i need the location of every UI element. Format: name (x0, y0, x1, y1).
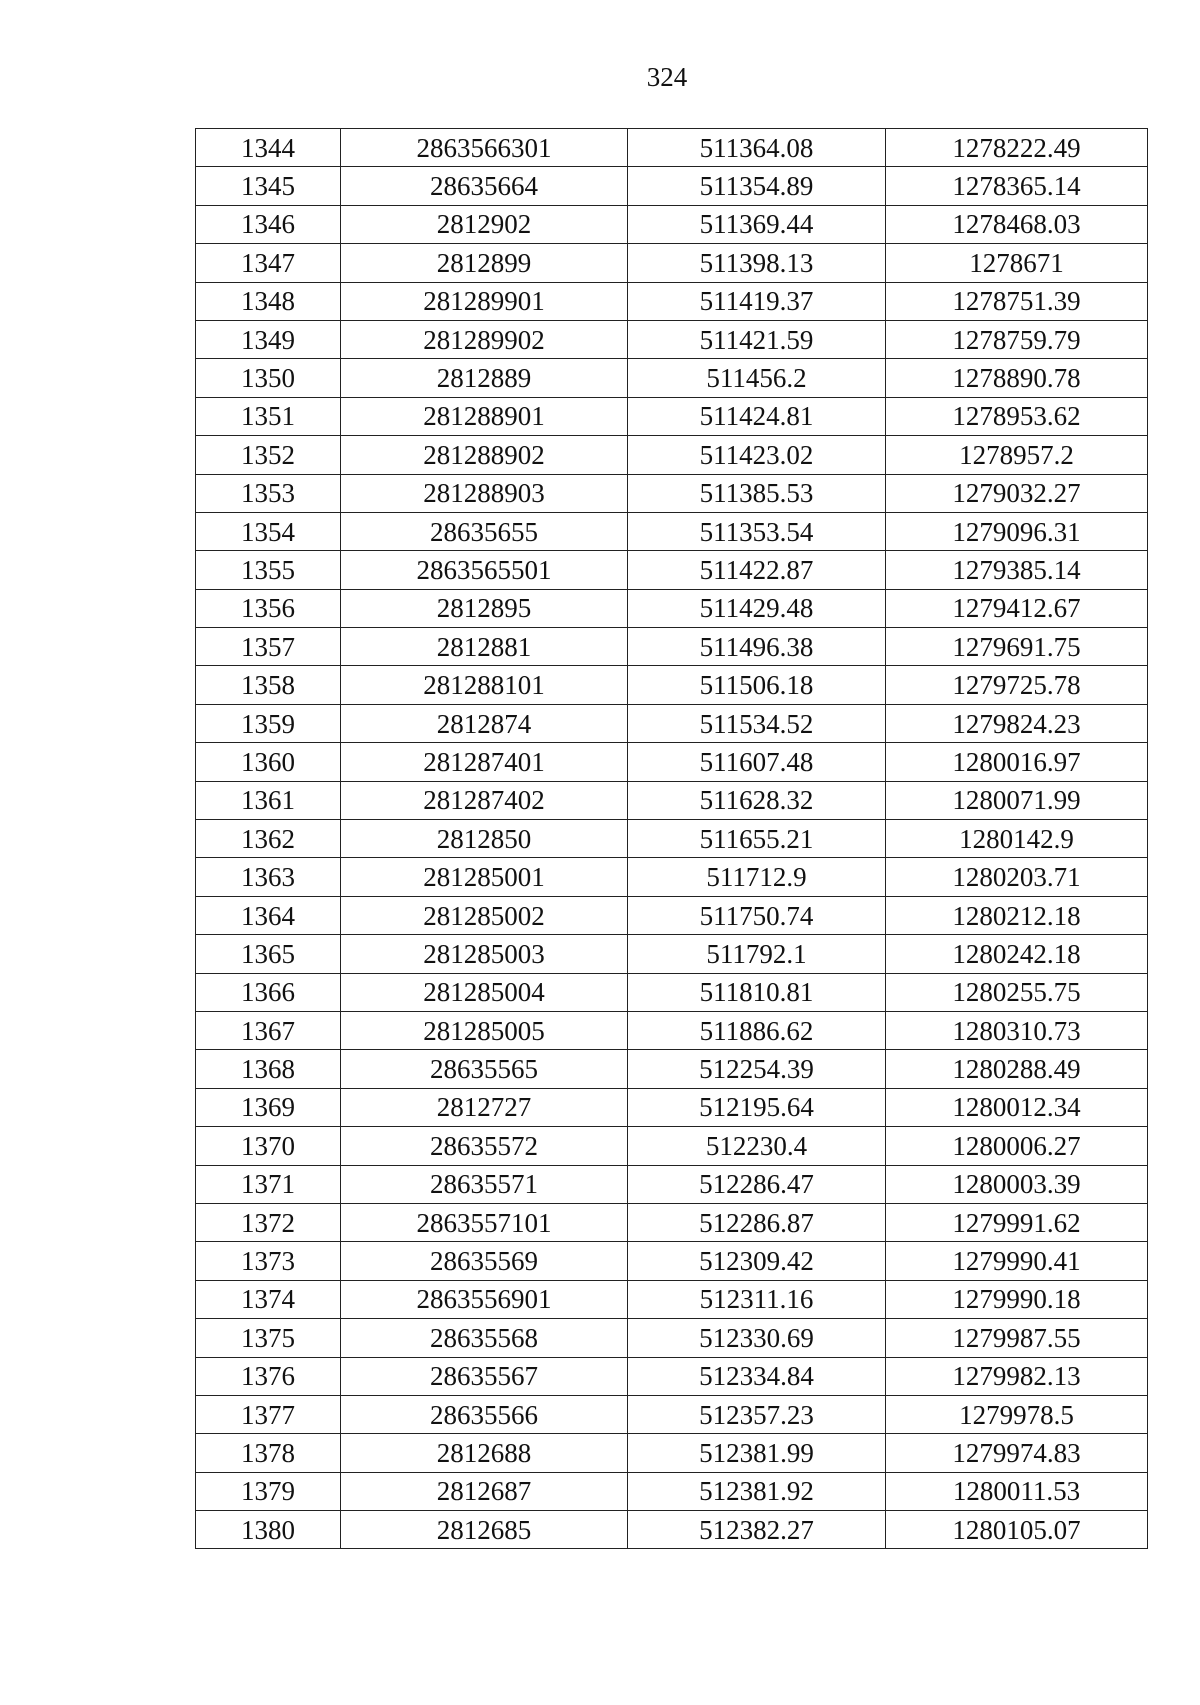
point-number-cell: 1361 (196, 781, 341, 819)
x-coordinate-cell: 511419.37 (628, 282, 886, 320)
point-code-cell: 281287402 (341, 781, 628, 819)
point-number-cell: 1345 (196, 167, 341, 205)
coordinates-table (195, 128, 1148, 1549)
point-number-cell: 1370 (196, 1127, 341, 1165)
x-coordinate-cell: 511422.87 (628, 551, 886, 589)
x-coordinate-cell: 512254.39 (628, 1050, 886, 1088)
y-coordinate-cell: 1279991.62 (886, 1203, 1148, 1241)
y-coordinate-cell: 1278751.39 (886, 282, 1148, 320)
table-row (196, 858, 1148, 896)
point-code-cell: 2812850 (341, 820, 628, 858)
x-coordinate-cell: 511353.54 (628, 512, 886, 550)
y-coordinate-cell: 1278365.14 (886, 167, 1148, 205)
table-row (196, 781, 1148, 819)
table-row (196, 167, 1148, 205)
point-number-cell: 1360 (196, 743, 341, 781)
table-row (196, 1050, 1148, 1088)
x-coordinate-cell: 511364.08 (628, 129, 886, 167)
x-coordinate-cell: 511385.53 (628, 474, 886, 512)
point-code-cell: 2812727 (341, 1088, 628, 1126)
table-row (196, 512, 1148, 550)
table-row (196, 1165, 1148, 1203)
table-row (196, 205, 1148, 243)
point-code-cell: 2863556901 (341, 1280, 628, 1318)
y-coordinate-cell: 1279385.14 (886, 551, 1148, 589)
x-coordinate-cell: 511423.02 (628, 436, 886, 474)
point-number-cell: 1369 (196, 1088, 341, 1126)
point-code-cell: 2863565501 (341, 551, 628, 589)
table-row (196, 973, 1148, 1011)
point-code-cell: 281285002 (341, 896, 628, 934)
table-row (196, 589, 1148, 627)
x-coordinate-cell: 511398.13 (628, 244, 886, 282)
table-row (196, 320, 1148, 358)
y-coordinate-cell: 1280242.18 (886, 935, 1148, 973)
point-code-cell: 2812895 (341, 589, 628, 627)
table-row (196, 1395, 1148, 1433)
point-code-cell: 28635566 (341, 1395, 628, 1433)
table-row (196, 743, 1148, 781)
point-number-cell: 1354 (196, 512, 341, 550)
table-row (196, 1472, 1148, 1510)
point-code-cell: 281285005 (341, 1011, 628, 1049)
point-number-cell: 1376 (196, 1357, 341, 1395)
y-coordinate-cell: 1278957.2 (886, 436, 1148, 474)
point-number-cell: 1349 (196, 320, 341, 358)
y-coordinate-cell: 1280012.34 (886, 1088, 1148, 1126)
point-code-cell: 2812685 (341, 1511, 628, 1549)
point-code-cell: 2863566301 (341, 129, 628, 167)
x-coordinate-cell: 511506.18 (628, 666, 886, 704)
y-coordinate-cell: 1280016.97 (886, 743, 1148, 781)
point-code-cell: 281289901 (341, 282, 628, 320)
y-coordinate-cell: 1279725.78 (886, 666, 1148, 704)
x-coordinate-cell: 512195.64 (628, 1088, 886, 1126)
table-row (196, 244, 1148, 282)
y-coordinate-cell: 1278468.03 (886, 205, 1148, 243)
x-coordinate-cell: 512382.27 (628, 1511, 886, 1549)
y-coordinate-cell: 1279691.75 (886, 628, 1148, 666)
page-number: 324 (646, 62, 688, 92)
x-coordinate-cell: 511429.48 (628, 589, 886, 627)
y-coordinate-cell: 1280142.9 (886, 820, 1148, 858)
point-number-cell: 1355 (196, 551, 341, 589)
y-coordinate-cell: 1280011.53 (886, 1472, 1148, 1510)
point-code-cell: 281288902 (341, 436, 628, 474)
point-number-cell: 1380 (196, 1511, 341, 1549)
y-coordinate-cell: 1280071.99 (886, 781, 1148, 819)
y-coordinate-cell: 1279824.23 (886, 704, 1148, 742)
point-code-cell: 28635565 (341, 1050, 628, 1088)
table-row (196, 1280, 1148, 1318)
point-code-cell: 2812688 (341, 1434, 628, 1472)
x-coordinate-cell: 511424.81 (628, 397, 886, 435)
x-coordinate-cell: 511496.38 (628, 628, 886, 666)
table-row (196, 1127, 1148, 1165)
table-row (196, 704, 1148, 742)
x-coordinate-cell: 512309.42 (628, 1242, 886, 1280)
point-number-cell: 1347 (196, 244, 341, 282)
y-coordinate-cell: 1278759.79 (886, 320, 1148, 358)
y-coordinate-cell: 1280003.39 (886, 1165, 1148, 1203)
y-coordinate-cell: 1279096.31 (886, 512, 1148, 550)
x-coordinate-cell: 511792.1 (628, 935, 886, 973)
table-row (196, 1434, 1148, 1472)
table-row (196, 628, 1148, 666)
x-coordinate-cell: 511607.48 (628, 743, 886, 781)
point-number-cell: 1373 (196, 1242, 341, 1280)
point-number-cell: 1368 (196, 1050, 341, 1088)
table-row (196, 1203, 1148, 1241)
point-code-cell: 28635567 (341, 1357, 628, 1395)
point-number-cell: 1356 (196, 589, 341, 627)
point-number-cell: 1378 (196, 1434, 341, 1472)
table-row (196, 282, 1148, 320)
x-coordinate-cell: 511534.52 (628, 704, 886, 742)
x-coordinate-cell: 512334.84 (628, 1357, 886, 1395)
coordinates-table-body (196, 129, 1148, 1549)
point-code-cell: 281288901 (341, 397, 628, 435)
x-coordinate-cell: 512286.87 (628, 1203, 886, 1241)
point-code-cell: 28635569 (341, 1242, 628, 1280)
y-coordinate-cell: 1279032.27 (886, 474, 1148, 512)
point-number-cell: 1352 (196, 436, 341, 474)
point-code-cell: 281288903 (341, 474, 628, 512)
table-row (196, 1011, 1148, 1049)
table-row (196, 666, 1148, 704)
point-number-cell: 1359 (196, 704, 341, 742)
point-code-cell: 281285003 (341, 935, 628, 973)
table-row (196, 1357, 1148, 1395)
point-code-cell: 2812899 (341, 244, 628, 282)
point-code-cell: 2812687 (341, 1472, 628, 1510)
point-code-cell: 281287401 (341, 743, 628, 781)
y-coordinate-cell: 1278671 (886, 244, 1148, 282)
point-number-cell: 1362 (196, 820, 341, 858)
point-number-cell: 1372 (196, 1203, 341, 1241)
point-code-cell: 2863557101 (341, 1203, 628, 1241)
y-coordinate-cell: 1280105.07 (886, 1511, 1148, 1549)
y-coordinate-cell: 1280212.18 (886, 896, 1148, 934)
table-row (196, 129, 1148, 167)
table-row (196, 1088, 1148, 1126)
table-row (196, 1511, 1148, 1549)
table-row (196, 1242, 1148, 1280)
point-number-cell: 1364 (196, 896, 341, 934)
x-coordinate-cell: 511712.9 (628, 858, 886, 896)
y-coordinate-cell: 1279974.83 (886, 1434, 1148, 1472)
x-coordinate-cell: 511750.74 (628, 896, 886, 934)
point-code-cell: 2812902 (341, 205, 628, 243)
y-coordinate-cell: 1280255.75 (886, 973, 1148, 1011)
point-code-cell: 28635571 (341, 1165, 628, 1203)
table-row (196, 397, 1148, 435)
point-code-cell: 281288101 (341, 666, 628, 704)
table-row (196, 820, 1148, 858)
point-number-cell: 1379 (196, 1472, 341, 1510)
x-coordinate-cell: 512381.92 (628, 1472, 886, 1510)
x-coordinate-cell: 511628.32 (628, 781, 886, 819)
x-coordinate-cell: 512381.99 (628, 1434, 886, 1472)
y-coordinate-cell: 1278953.62 (886, 397, 1148, 435)
point-number-cell: 1348 (196, 282, 341, 320)
y-coordinate-cell: 1280203.71 (886, 858, 1148, 896)
point-number-cell: 1351 (196, 397, 341, 435)
point-code-cell: 2812889 (341, 359, 628, 397)
point-number-cell: 1371 (196, 1165, 341, 1203)
point-number-cell: 1363 (196, 858, 341, 896)
point-number-cell: 1344 (196, 129, 341, 167)
point-number-cell: 1375 (196, 1319, 341, 1357)
y-coordinate-cell: 1278890.78 (886, 359, 1148, 397)
point-number-cell: 1357 (196, 628, 341, 666)
point-number-cell: 1365 (196, 935, 341, 973)
y-coordinate-cell: 1280288.49 (886, 1050, 1148, 1088)
point-number-cell: 1374 (196, 1280, 341, 1318)
y-coordinate-cell: 1279990.41 (886, 1242, 1148, 1280)
point-number-cell: 1350 (196, 359, 341, 397)
table-row (196, 474, 1148, 512)
table-row (196, 896, 1148, 934)
point-code-cell: 2812881 (341, 628, 628, 666)
y-coordinate-cell: 1279990.18 (886, 1280, 1148, 1318)
x-coordinate-cell: 511354.89 (628, 167, 886, 205)
x-coordinate-cell: 512311.16 (628, 1280, 886, 1318)
point-code-cell: 281289902 (341, 320, 628, 358)
x-coordinate-cell: 511421.59 (628, 320, 886, 358)
point-code-cell: 281285004 (341, 973, 628, 1011)
x-coordinate-cell: 511886.62 (628, 1011, 886, 1049)
y-coordinate-cell: 1279412.67 (886, 589, 1148, 627)
x-coordinate-cell: 512230.4 (628, 1127, 886, 1165)
point-code-cell: 28635572 (341, 1127, 628, 1165)
point-code-cell: 28635568 (341, 1319, 628, 1357)
point-number-cell: 1358 (196, 666, 341, 704)
point-number-cell: 1366 (196, 973, 341, 1011)
x-coordinate-cell: 511456.2 (628, 359, 886, 397)
y-coordinate-cell: 1279987.55 (886, 1319, 1148, 1357)
point-code-cell: 28635664 (341, 167, 628, 205)
point-number-cell: 1377 (196, 1395, 341, 1433)
table-row (196, 1319, 1148, 1357)
x-coordinate-cell: 511810.81 (628, 973, 886, 1011)
table-row (196, 551, 1148, 589)
x-coordinate-cell: 512330.69 (628, 1319, 886, 1357)
y-coordinate-cell: 1280310.73 (886, 1011, 1148, 1049)
y-coordinate-cell: 1279978.5 (886, 1395, 1148, 1433)
point-code-cell: 2812874 (341, 704, 628, 742)
point-number-cell: 1353 (196, 474, 341, 512)
x-coordinate-cell: 512286.47 (628, 1165, 886, 1203)
y-coordinate-cell: 1280006.27 (886, 1127, 1148, 1165)
x-coordinate-cell: 511655.21 (628, 820, 886, 858)
point-code-cell: 28635655 (341, 512, 628, 550)
x-coordinate-cell: 512357.23 (628, 1395, 886, 1433)
point-number-cell: 1367 (196, 1011, 341, 1049)
x-coordinate-cell: 511369.44 (628, 205, 886, 243)
y-coordinate-cell: 1278222.49 (886, 129, 1148, 167)
y-coordinate-cell: 1279982.13 (886, 1357, 1148, 1395)
table-row (196, 436, 1148, 474)
table-row (196, 359, 1148, 397)
table-row (196, 935, 1148, 973)
point-code-cell: 281285001 (341, 858, 628, 896)
point-number-cell: 1346 (196, 205, 341, 243)
